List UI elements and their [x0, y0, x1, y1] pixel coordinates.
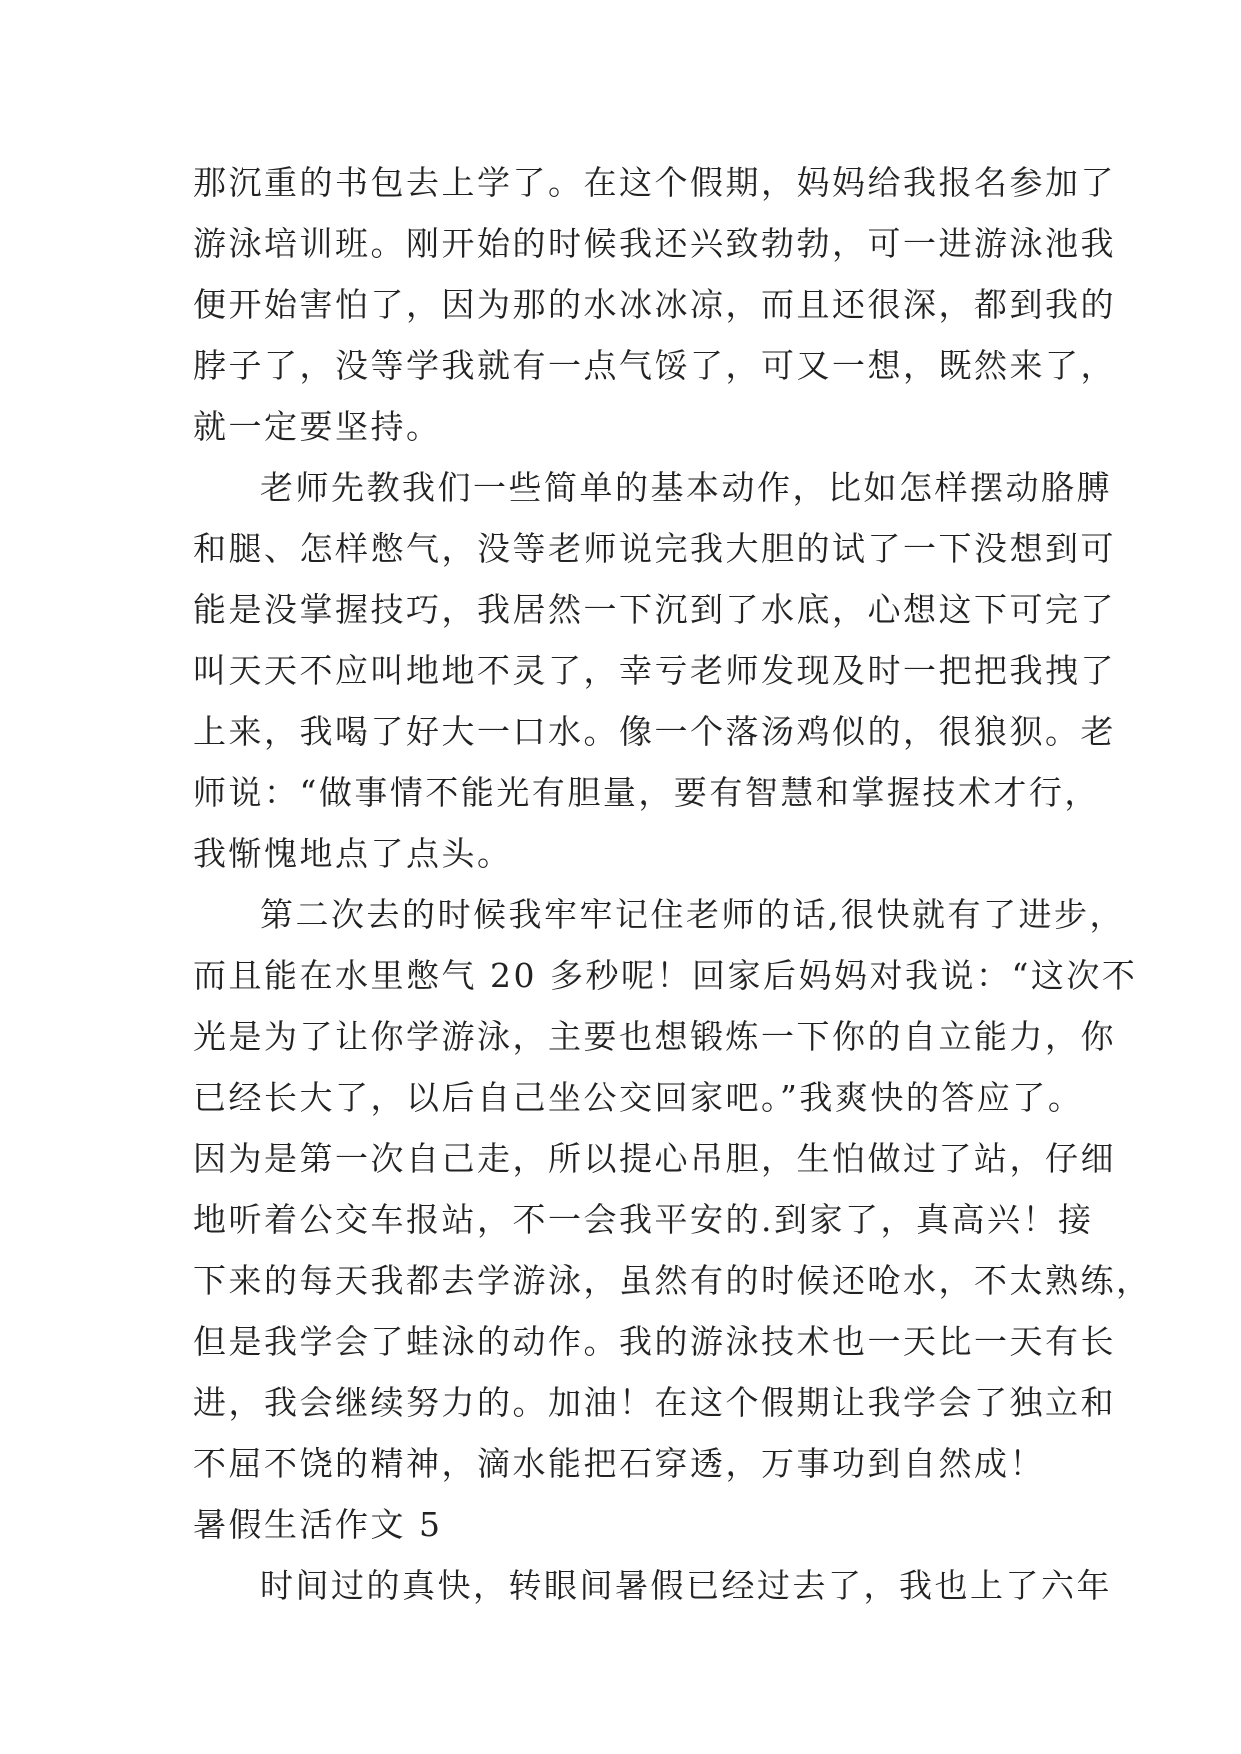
- text-line: 不屈不饶的精神，滴水能把石穿透，万事功到自然成！: [193, 1444, 1045, 1483]
- text-line: 师说：“做事情不能光有胆量，要有智慧和掌握技术才行，: [193, 773, 1100, 812]
- essay-text: [193, 152, 1152, 1616]
- text-line: 地听着公交车报站，不一会我平安的.到家了，真高兴！接: [193, 1200, 1094, 1239]
- text-line: 时间过的真快，转眼间暑假已经过去了，我也上了六年: [260, 1566, 1112, 1605]
- text-line: 但是我学会了蛙泳的动作。我的游泳技术也一天比一天有长: [193, 1322, 1116, 1361]
- text-line: 脖子了，没等学我就有一点气馁了，可又一想，既然来了，: [193, 346, 1116, 385]
- text-line: 便开始害怕了，因为那的水冰冰凉，而且还很深，都到我的: [193, 285, 1116, 324]
- text-line: 那沉重的书包去上学了。在这个假期，妈妈给我报名参加了: [193, 163, 1116, 202]
- section-heading: 暑假生活作文 5: [193, 1505, 443, 1544]
- text-line: 进，我会继续努力的。加油！在这个假期让我学会了独立和: [193, 1383, 1116, 1422]
- text-line: 游泳培训班。刚开始的时候我还兴致勃勃，可一进游泳池我: [193, 224, 1116, 263]
- text-line: 能是没掌握技巧，我居然一下沉到了水底，心想这下可完了: [193, 590, 1116, 629]
- text-line: 而且能在水里憋气 20 多秒呢！回家后妈妈对我说：“这次不: [193, 956, 1138, 995]
- text-line: 因为是第一次自己走，所以提心吊胆，生怕做过了站，仔细: [193, 1139, 1116, 1178]
- text-line: 和腿、怎样憋气，没等老师说完我大胆的试了一下没想到可: [193, 529, 1116, 568]
- text-line: 叫天天不应叫地地不灵了，幸亏老师发现及时一把把我拽了: [193, 651, 1116, 690]
- text-line: 就一定要坚持。: [193, 407, 442, 446]
- text-line: 老师先教我们一些简单的基本动作，比如怎样摆动胳膊: [260, 468, 1112, 507]
- text-line: 第二次去的时候我牢牢记住老师的话,很快就有了进步，: [260, 895, 1125, 934]
- text-line: 我惭愧地点了点头。: [193, 834, 513, 873]
- text-line: 光是为了让你学游泳，主要也想锻炼一下你的自立能力，你: [193, 1017, 1116, 1056]
- text-line: 下来的每天我都去学游泳，虽然有的时候还呛水，不太熟练，: [193, 1261, 1152, 1300]
- text-line: 已经长大了，以后自己坐公交回家吧。”我爽快的答应了。: [193, 1078, 1084, 1117]
- text-line: 上来，我喝了好大一口水。像一个落汤鸡似的，很狼狈。老: [193, 712, 1116, 751]
